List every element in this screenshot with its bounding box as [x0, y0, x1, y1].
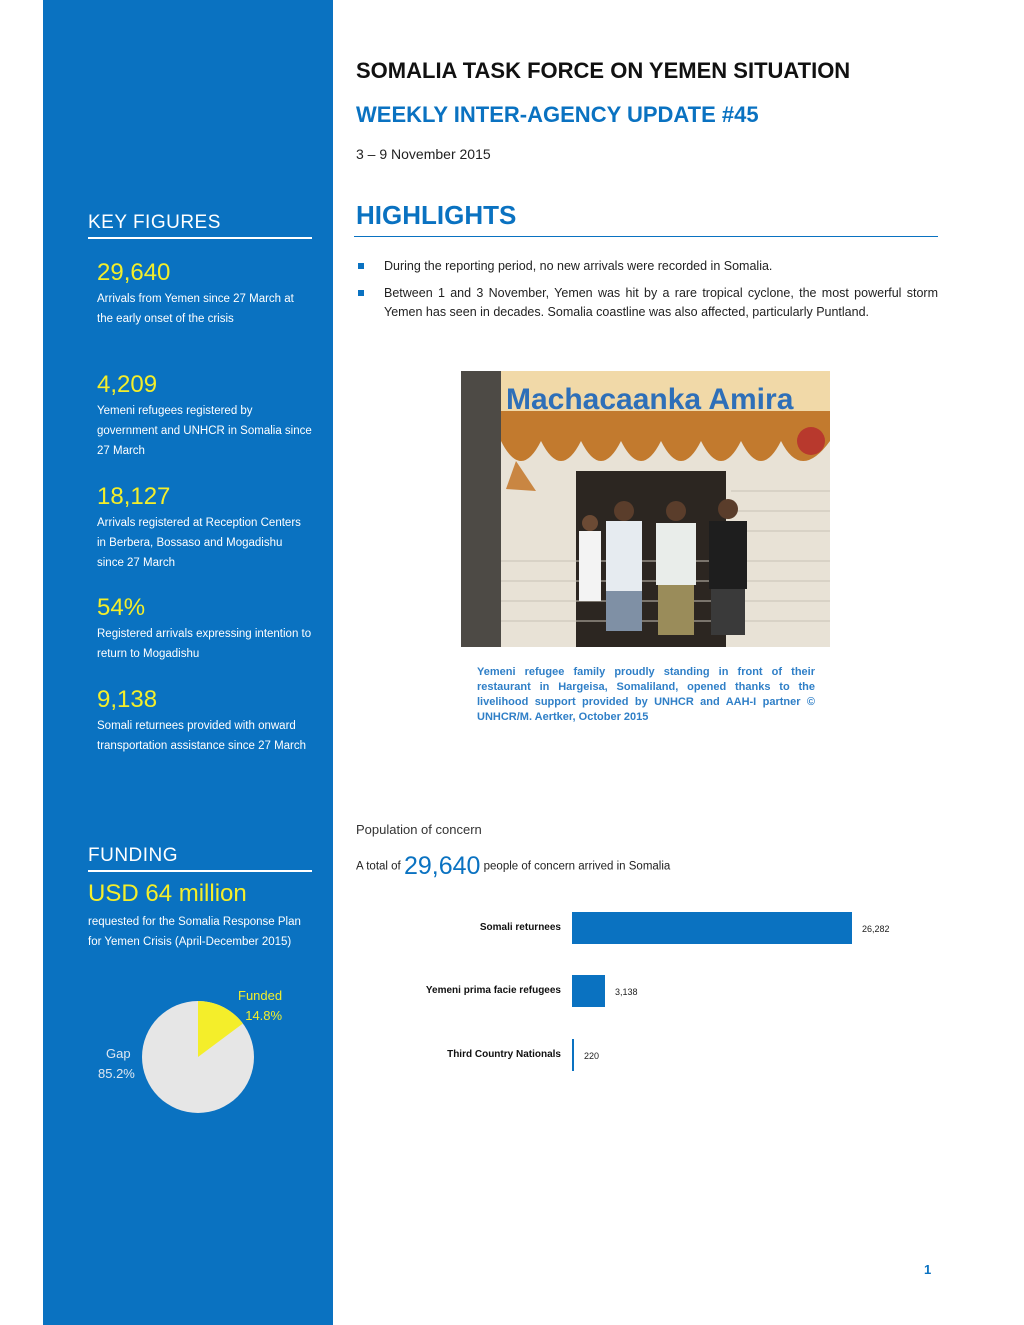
- key-figure-4: [97, 594, 312, 664]
- highlights-rule: [354, 236, 938, 237]
- shop-sign-text: Machacaanka Amira: [506, 383, 794, 416]
- sidebar: [43, 0, 333, 1325]
- funding-amount: USD 64 million: [88, 880, 247, 907]
- total-suffix: people of concern arrived in Somalia: [483, 860, 671, 873]
- highlight-bullet-2: [358, 284, 938, 322]
- funding-pie-chart: [43, 980, 333, 1130]
- key-figure-2: [97, 371, 312, 461]
- key-figure-1: [97, 259, 312, 329]
- funding-pie-svg: [43, 980, 333, 1130]
- bar-mark: [572, 975, 605, 1007]
- key-figure-value: 4,209: [97, 371, 158, 398]
- bar-value-label: 26,282: [862, 924, 890, 934]
- bar-category-label: Third Country Nationals: [447, 1049, 561, 1060]
- highlights-heading: HIGHLIGHTS: [356, 200, 517, 230]
- funding-description: requested for the Somalia Response Plan for Yemen Crisis (April-December 2015): [88, 916, 301, 948]
- pie-label-funded-pct: 14.8%: [245, 1008, 283, 1023]
- pie-label-gap-name: Gap: [106, 1046, 131, 1061]
- highlight-text: During the reporting period, no new arrivals were recorded in Somalia.: [384, 259, 773, 273]
- funding-rule: [88, 870, 312, 872]
- highlight-text: Between 1 and 3 November, Yemen was hit by a rare tropical cyclone, the most powerful storm Yemen has seen in decades. Somalia coastline was also affected, particularly Puntland.: [384, 286, 938, 319]
- population-total-line: [356, 852, 670, 881]
- document-title: SOMALIA TASK FORCE ON YEMEN SITUATION: [356, 58, 851, 83]
- key-figures-heading: KEY FIGURES: [88, 212, 221, 233]
- pie-label-funded-name: Funded: [238, 988, 283, 1003]
- bar-mark: [572, 912, 852, 944]
- key-figure-value: 9,138: [97, 686, 158, 713]
- key-figure-description: Yemeni refugees registered by government and UNHCR in Somalia since 27 March: [97, 405, 312, 457]
- pie-label-gap: [98, 1044, 135, 1084]
- key-figure-value: 54%: [97, 594, 146, 621]
- key-figures-rule: [88, 237, 312, 239]
- bullet-square-icon: [358, 263, 364, 269]
- bar-category-label: Somali returnees: [479, 922, 561, 933]
- restaurant-photo: [461, 371, 830, 647]
- document-subtitle: WEEKLY INTER-AGENCY UPDATE #45: [356, 102, 759, 127]
- date-range: 3 – 9 November 2015: [356, 146, 491, 162]
- key-figure-5: [97, 686, 312, 756]
- bar-mark: [572, 1039, 574, 1071]
- highlight-bullet-1: [358, 257, 938, 276]
- bar-value-label: 3,138: [615, 987, 638, 997]
- population-heading: Population of concern: [356, 822, 482, 837]
- key-figure-description: Somali returnees provided with onward transportation assistance since 27 March: [97, 720, 307, 752]
- key-figure-3: [97, 483, 312, 573]
- bar-category-label: Yemeni prima facie refugees: [425, 985, 561, 996]
- total-prefix: A total of: [356, 860, 401, 873]
- key-figure-description: Arrivals registered at Reception Centers in Berbera, Bossaso and Mogadishu since 27 March: [97, 517, 301, 569]
- key-figure-description: Registered arrivals expressing intention to return to Mogadishu: [97, 628, 312, 660]
- key-figure-value: 18,127: [97, 483, 171, 510]
- page-number: 1: [924, 1262, 932, 1277]
- total-value: 29,640: [403, 852, 481, 880]
- pie-label-gap-pct: 85.2%: [98, 1066, 135, 1081]
- pie-label-funded: [238, 986, 282, 1026]
- key-figure-value: 29,640: [97, 259, 171, 286]
- bar-value-label: 220: [584, 1051, 600, 1061]
- funding-heading: FUNDING: [88, 845, 179, 866]
- photo-caption: Yemeni refugee family proudly standing in front of their restaurant in Hargeisa, Somaliland, opened thanks to the livelihood support provided by UNHCR and AAH-I partner © UNHCR/M. Aertker, October 2015: [477, 666, 815, 723]
- key-figure-description: Arrivals from Yemen since 27 March at the early onset of the crisis: [97, 293, 294, 325]
- bullet-square-icon: [358, 290, 364, 296]
